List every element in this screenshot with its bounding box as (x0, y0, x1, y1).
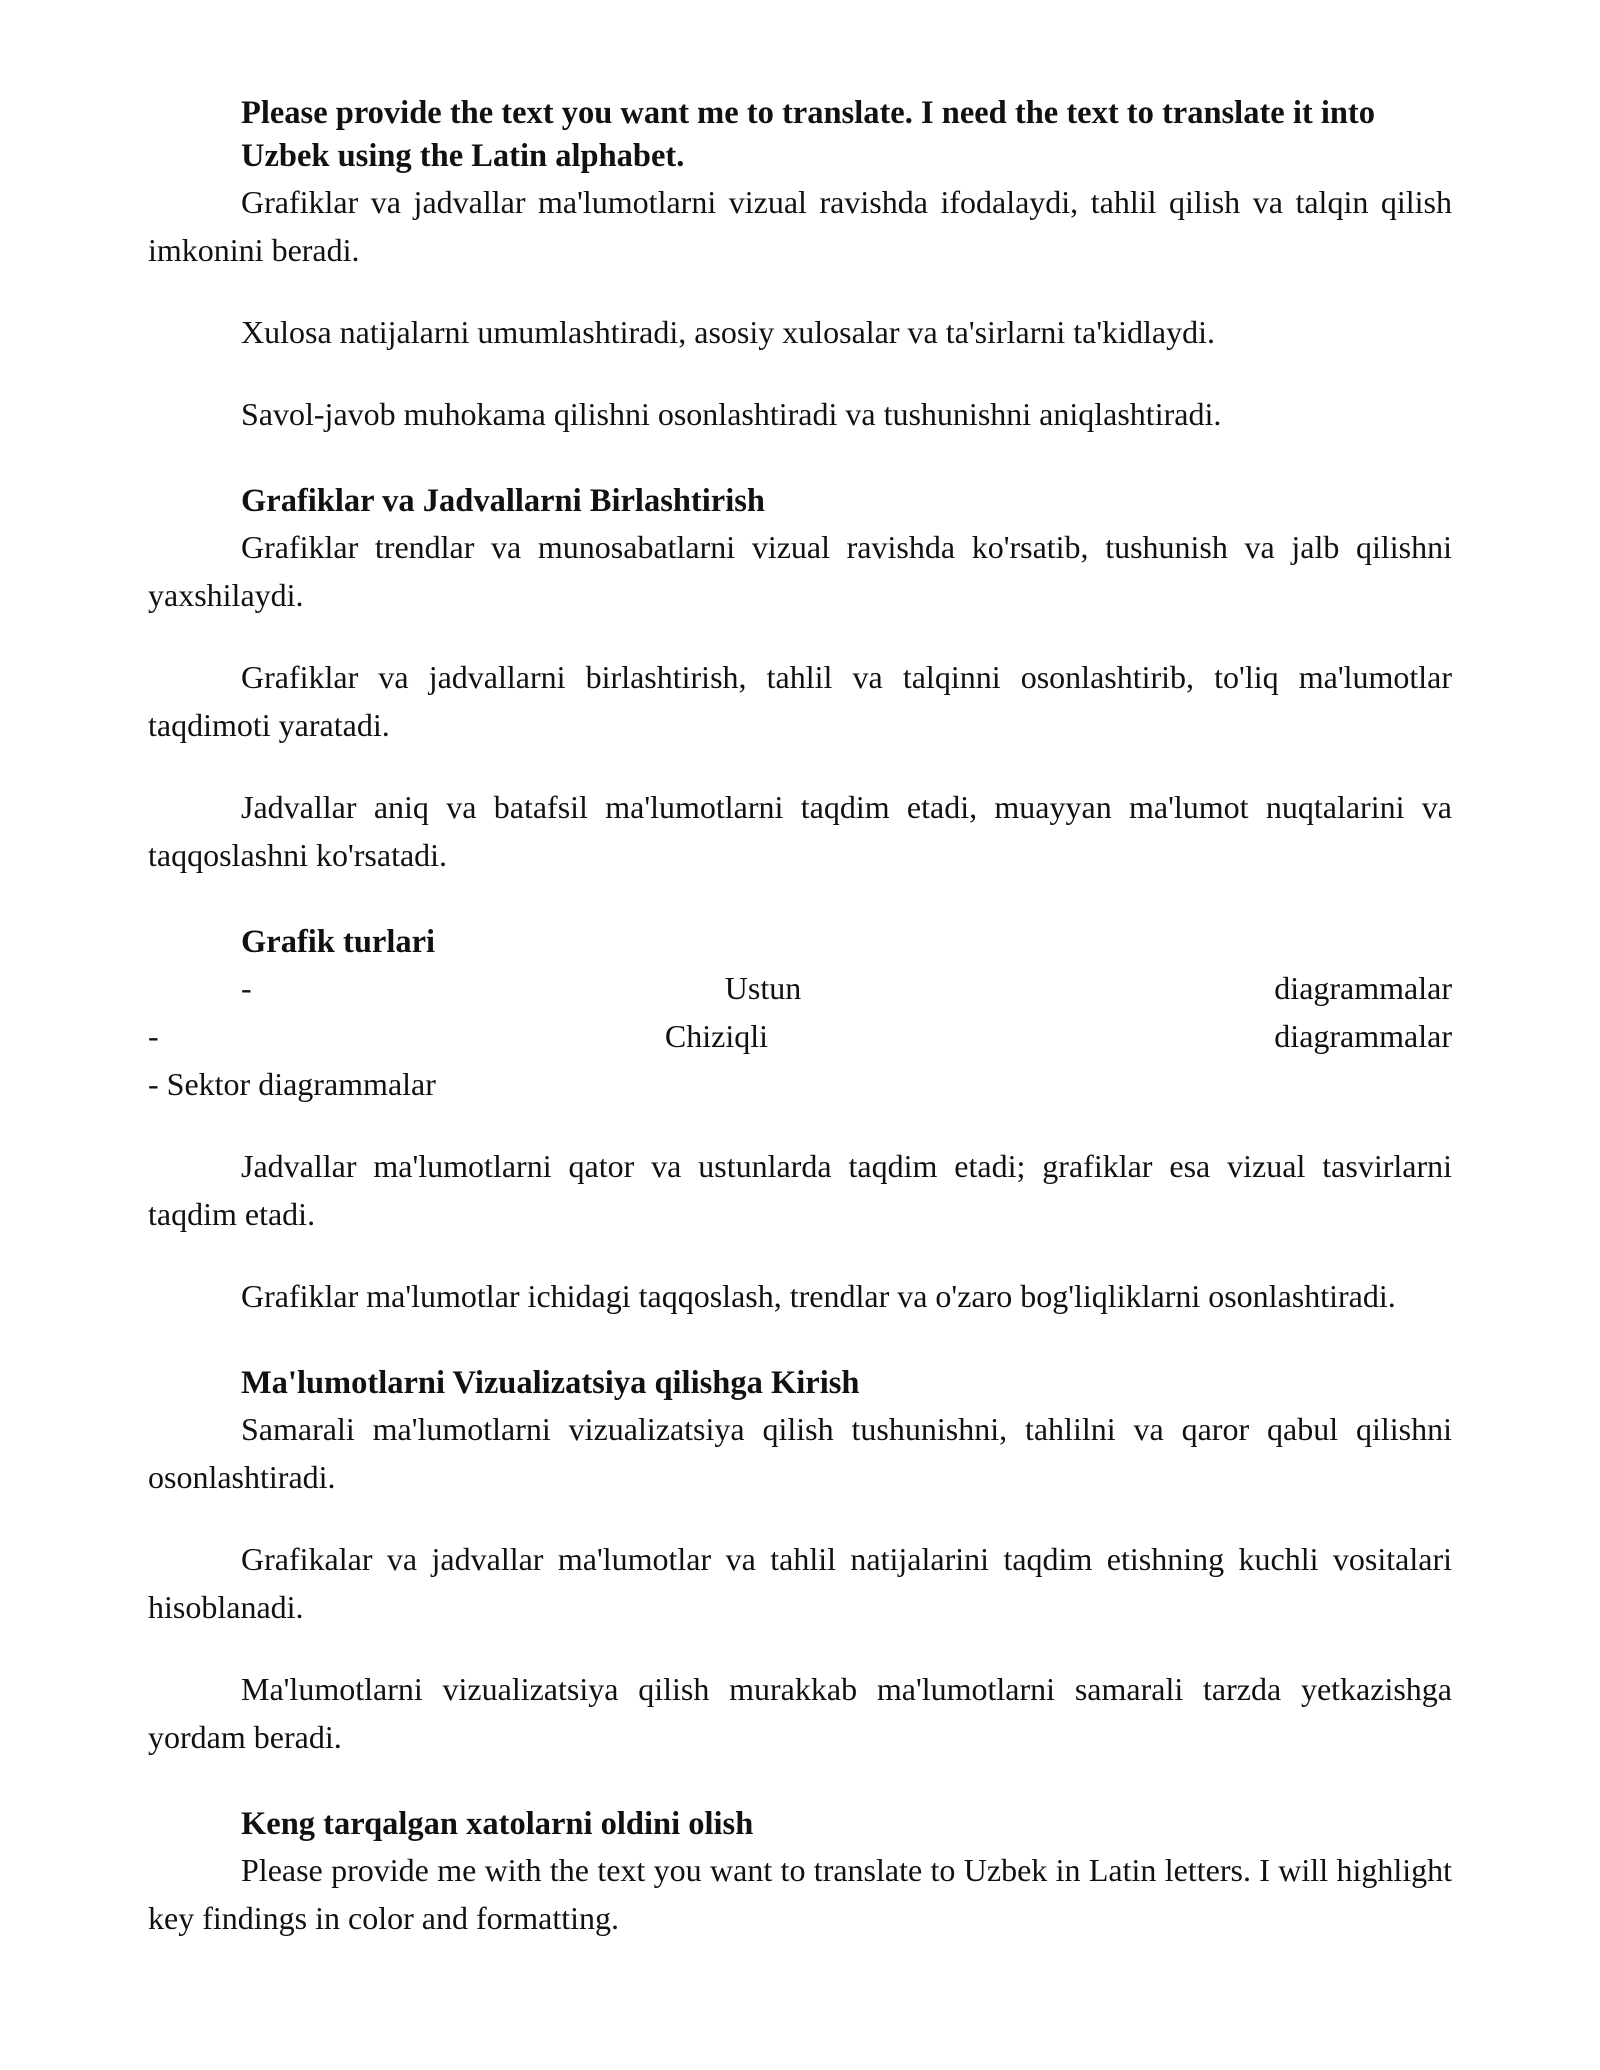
paragraph: Xulosa natijalarni umumlashtiradi, asosiy xulosalar va ta'sirlarni ta'kidlaydi. (241, 314, 1215, 350)
list-dash: - (241, 970, 252, 1006)
paragraph: Grafikalar va jadvallar ma'lumotlar va tahlil natijalarini taqdim etishning kuchli vositalari hisoblanadi. (148, 1541, 1452, 1625)
paragraph: Ma'lumotlarni vizualizatsiya qilish murakkab ma'lumotlarni samarali tarzda yetkazishga yordam beradi. (148, 1671, 1452, 1755)
document-page (148, 92, 1452, 1942)
list-word: diagrammalar (1274, 970, 1452, 1006)
spacer (148, 1108, 1452, 1142)
section-heading-2: Grafiklar va Jadvallarni Birlashtirish (241, 483, 765, 519)
spacer (148, 274, 1452, 308)
list-text: - Sektor diagrammalar (148, 1066, 436, 1102)
section-heading-5: Keng tarqalgan xatolarni oldini olish (241, 1806, 754, 1842)
paragraph: Grafiklar va jadvallar ma'lumotlarni vizual ravishda ifodalaydi, tahlil qilish va talqin qilish imkonini beradi. (148, 184, 1452, 268)
paragraph: Samarali ma'lumotlarni vizualizatsiya qilish tushunishni, tahlilni va qaror qabul qilishni osonlashtiradi. (148, 1411, 1452, 1495)
spacer (148, 1501, 1452, 1535)
list-item (148, 964, 1452, 1012)
paragraph: Grafiklar ma'lumotlar ichidagi taqqoslash, trendlar va o'zaro bog'liqliklarni osonlashtiradi. (241, 1278, 1396, 1314)
spacer (148, 749, 1452, 783)
paragraph: Jadvallar aniq va batafsil ma'lumotlarni taqdim etadi, muayyan ma'lumot nuqtalarini va taqqoslashni ko'rsatadi. (148, 789, 1452, 873)
spacer (148, 1320, 1452, 1362)
section-heading-3: Grafik turlari (241, 924, 436, 960)
list-item (148, 1012, 1452, 1060)
spacer (148, 356, 1452, 390)
section-heading-1: Please provide the text you want me to translate. I need the text to translate it into Uzbek using the Latin alphabet. (241, 95, 1375, 174)
list-item (148, 1060, 1452, 1108)
spacer (148, 879, 1452, 921)
paragraph: Grafiklar va jadvallarni birlashtirish, tahlil va talqinni osonlashtirib, to'liq ma'lumotlar taqdimoti yaratadi. (148, 659, 1452, 743)
spacer (148, 1238, 1452, 1272)
list-word: diagrammalar (1274, 1018, 1452, 1054)
paragraph: Jadvallar ma'lumotlarni qator va ustunlarda taqdim etadi; grafiklar esa vizual tasvirlarni taqdim etadi. (148, 1148, 1452, 1232)
paragraph: Savol-javob muhokama qilishni osonlashtiradi va tushunishni aniqlashtiradi. (241, 396, 1222, 432)
spacer (148, 438, 1452, 480)
list-dash: - (148, 1018, 159, 1054)
spacer (148, 1761, 1452, 1803)
section-heading-4: Ma'lumotlarni Vizualizatsiya qilishga Kirish (241, 1365, 860, 1401)
list-word: Ustun (724, 970, 802, 1006)
paragraph: Please provide me with the text you want to translate to Uzbek in Latin letters. I will highlight key findings in color and formatting. (148, 1852, 1452, 1936)
list-word: Chiziqli (664, 1018, 769, 1054)
paragraph: Grafiklar trendlar va munosabatlarni vizual ravishda ko'rsatib, tushunish va jalb qilishni yaxshilaydi. (148, 529, 1452, 613)
spacer (148, 619, 1452, 653)
spacer (148, 1631, 1452, 1665)
